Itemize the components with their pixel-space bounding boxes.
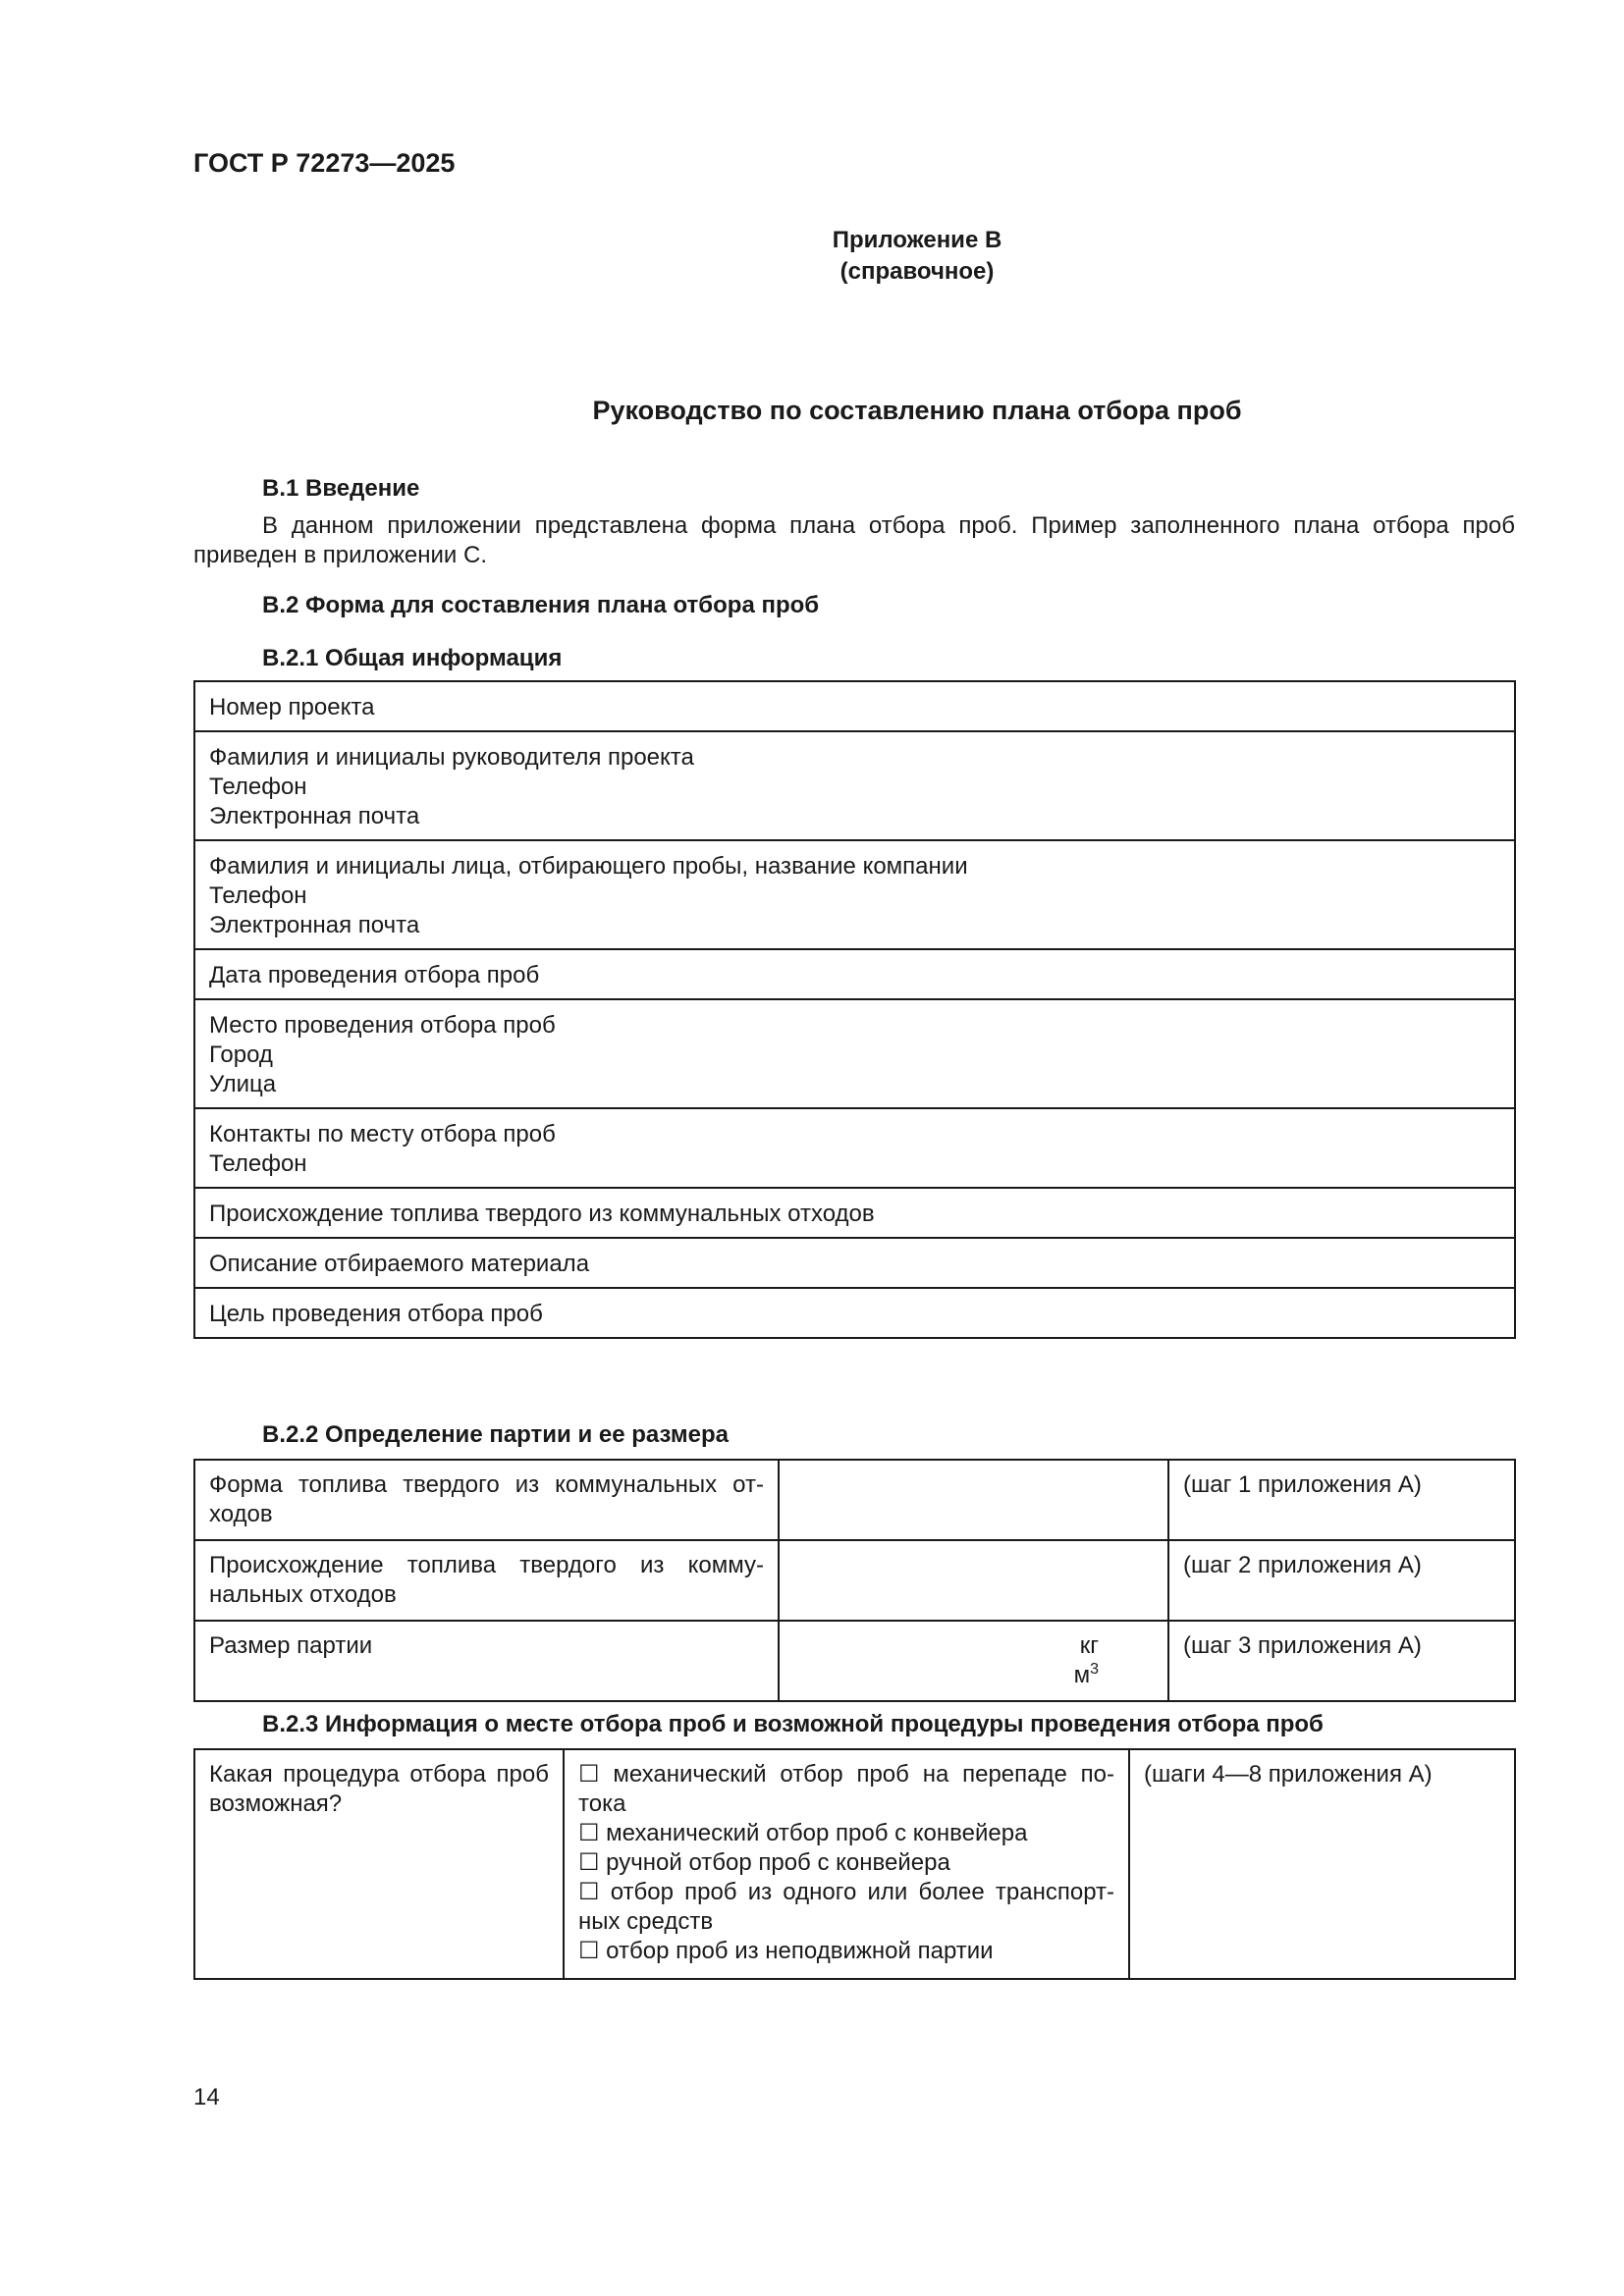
table-row [194, 681, 1515, 731]
batch-size-label: Размер партии [194, 1621, 779, 1701]
table-row [194, 1749, 1515, 1979]
table-row [194, 731, 1515, 840]
info-cell [194, 1238, 1515, 1288]
table-row [194, 840, 1515, 949]
batch-origin-label: Происхождение топлива твердого из комму-нальных отходов [194, 1540, 779, 1621]
info-cell [194, 949, 1515, 999]
table-row [194, 1540, 1515, 1621]
info-cell [194, 999, 1515, 1108]
batch-form-value [779, 1460, 1168, 1540]
info-line: Фамилия и инициалы лица, отбирающего пробы, название компании [209, 853, 968, 880]
info-cell [194, 840, 1515, 949]
general-info-table [193, 680, 1516, 1339]
info-line: Номер проекта [209, 694, 375, 721]
info-line: Дата проведения отбора проб [209, 962, 540, 988]
section-b21-heading: В.2.1 Общая информация [262, 645, 563, 671]
standard-number: ГОСТ Р 72273—2025 [193, 148, 456, 178]
section-b2-heading: В.2 Форма для составления плана отбора проб [262, 592, 820, 618]
document-title: Руководство по составлению плана отбора проб [592, 396, 1242, 425]
option-drop-flow: ☐ механический отбор проб на перепаде по-тока [578, 1761, 1114, 1817]
info-cell [194, 1188, 1515, 1238]
info-cell [194, 1108, 1515, 1188]
table-row [194, 1621, 1515, 1701]
table-row [194, 1288, 1515, 1338]
info-line: Телефон [209, 774, 307, 800]
table-row [194, 1188, 1515, 1238]
info-line: Улица [209, 1071, 277, 1097]
procedure-table [193, 1748, 1516, 1980]
table-row [194, 1238, 1515, 1288]
option-vehicles: ☐ отбор проб из одного или более транспорт-ных средств [578, 1879, 1114, 1935]
batch-table [193, 1459, 1516, 1702]
info-line: Место проведения отбора проб [209, 1012, 556, 1039]
batch-form-ref: (шаг 1 приложения А) [1168, 1460, 1515, 1540]
info-line: Город [209, 1041, 273, 1068]
unit-kg: кг [1079, 1632, 1099, 1659]
procedure-question: Какая процедура отбора проб возможная? [194, 1749, 564, 1979]
info-line: Цель проведения отбора проб [209, 1301, 543, 1327]
table-row [194, 949, 1515, 999]
info-line: Телефон [209, 882, 307, 909]
option-stationary-batch: ☐ отбор проб из неподвижной партии [578, 1938, 994, 1964]
info-line: Описание отбираемого материала [209, 1251, 590, 1277]
batch-form-label: Форма топлива твердого из коммунальных от-ходов [194, 1460, 779, 1540]
procedure-ref: (шаги 4—8 приложения А) [1129, 1749, 1515, 1979]
info-cell [194, 1288, 1515, 1338]
info-cell [194, 681, 1515, 731]
section-b22-heading: В.2.2 Определение партии и ее размера [262, 1421, 729, 1448]
appendix-title: Приложение В [832, 227, 1002, 253]
section-b1-heading: В.1 Введение [262, 475, 420, 502]
batch-size-units [779, 1621, 1168, 1701]
option-manual-conveyor: ☐ ручной отбор проб с конвейера [578, 1849, 950, 1876]
batch-origin-ref: (шаг 2 приложения А) [1168, 1540, 1515, 1621]
table-row [194, 1460, 1515, 1540]
table-row [194, 1108, 1515, 1188]
info-line: Фамилия и инициалы руководителя проекта [209, 744, 694, 771]
appendix-label [0, 225, 1624, 288]
option-mechanical-conveyor: ☐ механический отбор проб с конвейера [578, 1820, 1028, 1846]
section-b23-heading: В.2.3 Информация о месте отбора проб и возможной процедуры проведения отбора проб [262, 1711, 1324, 1737]
section-b1-text: В данном приложении представлена форма плана отбора проб. Пример заполненного плана отбора проб приведен в приложении С. [193, 512, 1515, 568]
info-line: Контакты по месту отбора проб [209, 1121, 556, 1148]
info-line: Телефон [209, 1150, 307, 1177]
appendix-type: (справочное) [839, 258, 995, 285]
table-row [194, 999, 1515, 1108]
batch-origin-value [779, 1540, 1168, 1621]
info-line: Электронная почта [209, 803, 420, 829]
info-line: Происхождение топлива твердого из коммунальных отходов [209, 1201, 875, 1227]
unit-m3: $м^3$ [1073, 1661, 1099, 1688]
page-number: 14 [193, 2084, 220, 2110]
batch-size-ref: (шаг 3 приложения А) [1168, 1621, 1515, 1701]
info-line: Электронная почта [209, 912, 420, 938]
procedure-options [564, 1749, 1129, 1979]
info-cell [194, 731, 1515, 840]
